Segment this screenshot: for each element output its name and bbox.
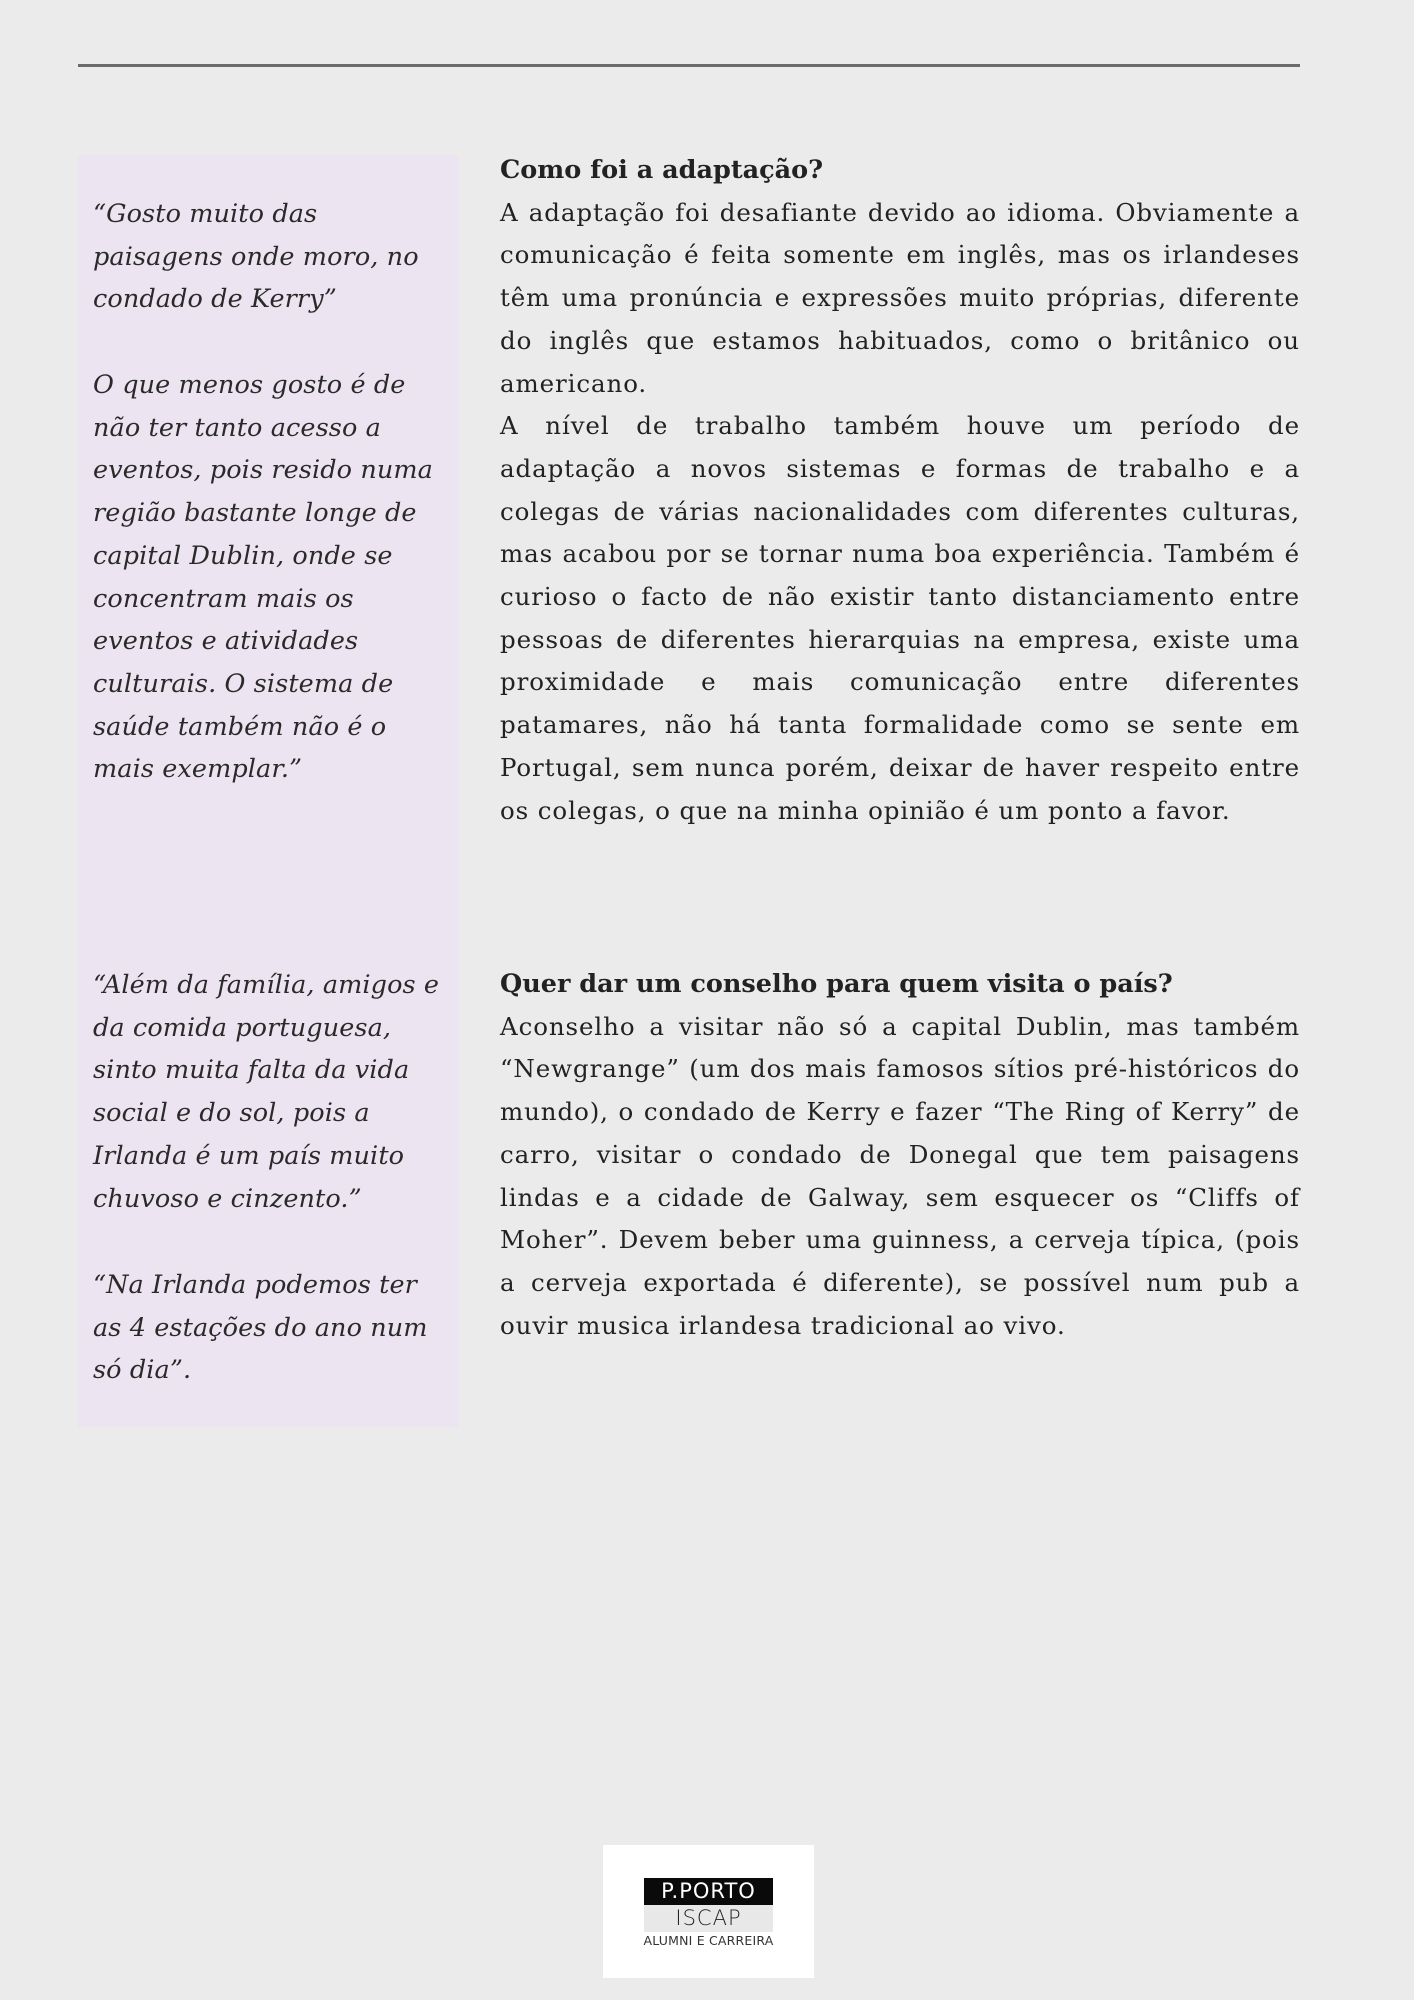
- section-adaptation: [500, 149, 1300, 832]
- section-heading: Como foi a adaptação?: [500, 155, 824, 185]
- section-paragraph: A adaptação foi desafiante devido ao idioma. Obviamente a comunicação é feita somente em inglês, mas os irlandeses têm uma pronúncia e expressões muito próprias, diferente do inglês que estamos habituados, como o britânico ou americano.: [500, 197, 1300, 398]
- header-divider: [78, 64, 1300, 67]
- pull-quote-dislikes: O que menos gosto é de não ter tanto acesso a eventos, pois resido numa região bastante longe de capital Dublin, onde se concentram mais os eventos e atividades culturais. O sistema de saúde também não é o mais exemplar.”: [93, 370, 433, 785]
- quote-sidebar: [78, 155, 458, 1427]
- section-advice: [500, 963, 1300, 1347]
- section-heading: Quer dar um conselho para quem visita o país?: [500, 969, 1173, 999]
- pull-quote-landscapes: “Gosto muito das paisagens onde moro, no condado de Kerry”: [93, 199, 419, 315]
- pull-quote-four-seasons: “Na Irlanda podemos ter as 4 estações do ano num só dia”.: [93, 1270, 428, 1386]
- logo-iscap-text: ISCAP: [644, 1905, 773, 1932]
- section-paragraph: Aconselho a visitar não só a capital Dublin, mas também “Newgrange” (um dos mais famosos sítios pré-históricos do mundo), o condado de Kerry e fazer “The Ring of Kerry” de carro, visitar o condado de Donegal que tem paisagens lindas e a cidade de Galway, sem esquecer os “Cliffs of Moher”. Devem beber uma guinness, a cerveja típica, (pois a cerveja exportada é diferente), se possível num pub a ouvir musica irlandesa tradicional ao vivo.: [500, 1011, 1300, 1340]
- logo-pporto-text: P.PORTO: [644, 1878, 773, 1905]
- logo-subtitle: ALUMNI E CARREIRA: [643, 1933, 774, 1948]
- section-paragraph: A nível de trabalho também houve um período de adaptação a novos sistemas e formas de trabalho e a colegas de várias nacionalidades com diferentes culturas, mas acabou por se tornar numa boa experiência. Também é curioso o facto de não existir tanto distanciamento entre pessoas de diferentes hierarquias na empresa, existe uma proximidade e mais comunicação entre diferentes patamares, não há tanta formalidade como se sente em Portugal, sem nunca porém, deixar de haver respeito entre os colegas, o que na minha opinião é um ponto a favor.: [500, 411, 1300, 825]
- pporto-iscap-logo: [603, 1845, 814, 1978]
- pull-quote-missing-home: “Além da família, amigos e da comida portuguesa, sinto muita falta da vida social e do sol, pois a Irlanda é um país muito chuvoso e cinzento.”: [93, 970, 440, 1214]
